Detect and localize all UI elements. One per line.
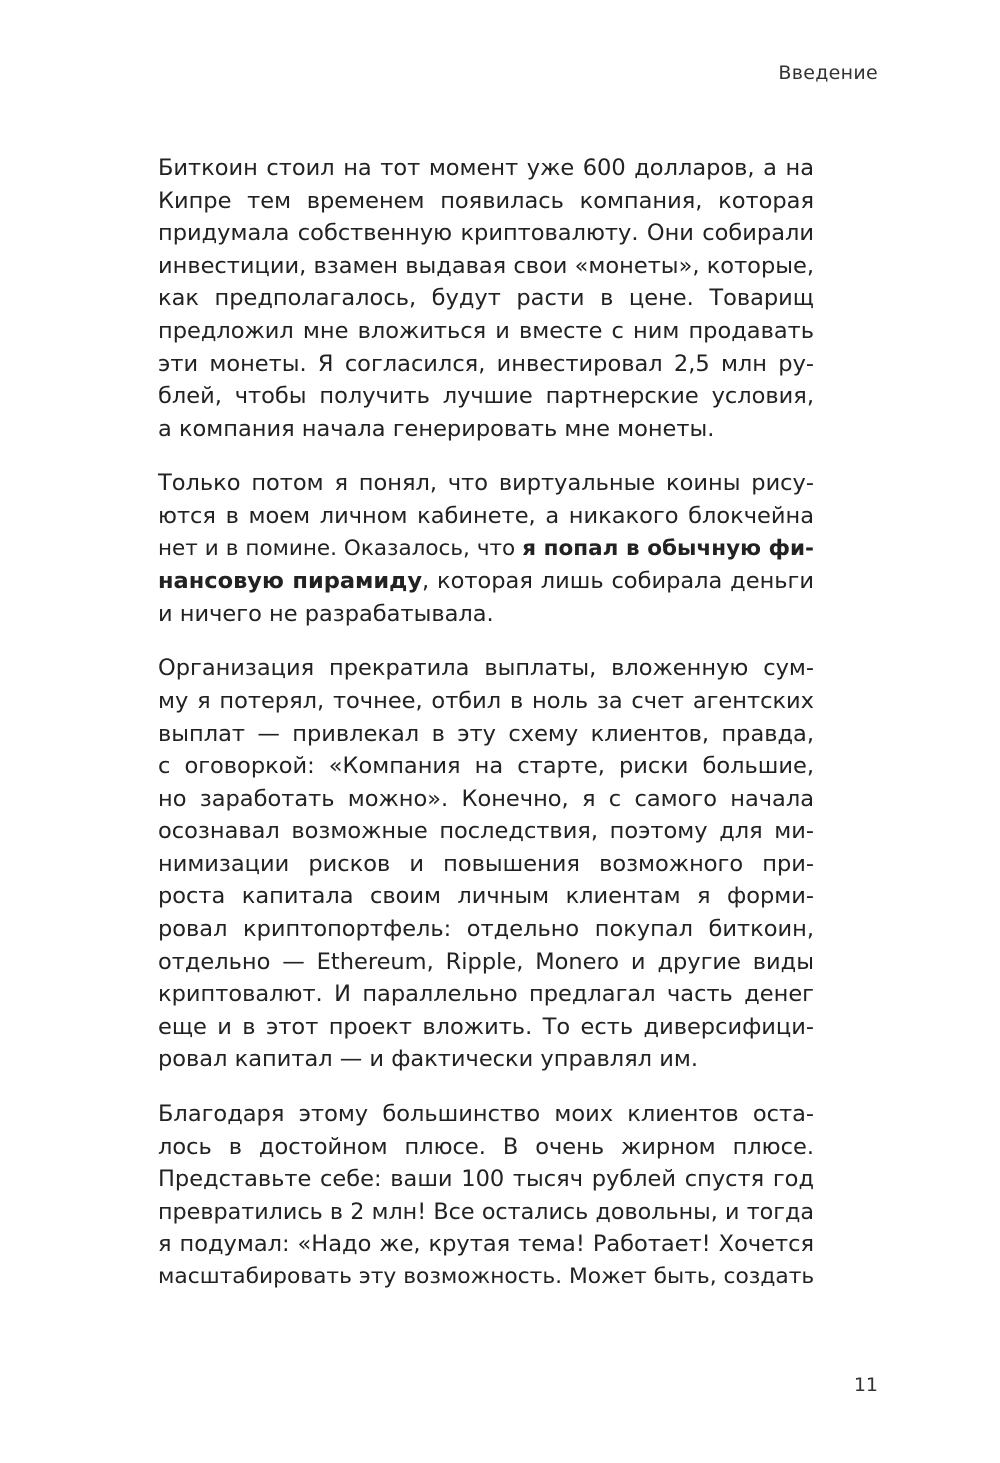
text-line: му я потерял, точнее, отбил в ноль за счет агентских [158,687,814,714]
text-line: блей, чтобы получить лучшие партнерские условия, [158,383,814,410]
text-line: предложил мне вложиться и вместе с ним продавать [158,317,814,344]
text-line: Только потом я понял, что виртуальные коины рису- [158,470,814,497]
text-line: ровал криптопортфель: отдельно покупал биткоин, [158,916,814,943]
text-line: масштабировать эту возможность. Может быть, создать [158,1264,815,1289]
text-line: еще и в этот проект вложить. То есть диверсифици- [158,1013,814,1040]
text-line: но заработать можно». Конечно, я с самого начала [158,785,814,812]
bold-emphasis: я попал в обычную фи- [522,535,814,561]
text-line: Кипре тем временем появилась компания, которая [158,187,814,214]
body-text [158,152,814,1316]
page-number: 11 [853,1374,878,1396]
text-line: Представьте себе: ваши 100 тысяч рублей спустя год [158,1166,814,1193]
text-line: я подумал: «Надо же, крутая тема! Работает! Хочется [158,1231,814,1258]
text-line: роста капитала своим личным клиентам я форми- [158,883,814,910]
text-line: как предполагалось, будут расти в цене. Товарищ [158,285,814,312]
text-line: отдельно — Ethereum, Ripple, Monero и другие виды [158,948,814,975]
text-line [158,565,814,598]
text-line: и ничего не разрабатывала. [158,600,494,627]
text-line: нимизации рисков и повышения возможного при- [158,850,814,877]
bold-emphasis: нансовую пирамиду [158,568,422,595]
paragraph-2 [158,467,814,630]
paragraph-4 [158,1098,814,1294]
text-line: а компания начала генерировать мне монеты. [158,415,715,442]
text-line: Организация прекратила выплаты, вложенную сум- [158,655,814,682]
text-line: инвестиции, взамен выдавая свои «монеты», которые, [158,252,814,279]
running-header: Введение [778,62,878,84]
text-line: с оговоркой: «Компания на старте, риски большие, [158,753,814,780]
text-line: осознавал возможные последствия, поэтому для ми- [158,818,814,845]
text-line: криптовалют. И параллельно предлагал часть денег [158,981,814,1008]
paragraph-3 [158,652,814,1076]
text-line: ровал капитал — и фактически управлял им. [158,1046,698,1073]
text-line: выплат — привлекал в эту схему клиентов, правда, [158,720,814,747]
text-line: эти монеты. Я согласился, инвестировал 2,5 млн ру- [158,350,814,377]
text-line: лось в достойном плюсе. В очень жирном плюсе. [158,1133,814,1160]
text-line [158,533,814,566]
text-line: ются в моем личном кабинете, а никакого блокчейна [158,502,814,529]
text-run: нет и в помине. Оказалось, что [158,535,523,561]
text-line: Благодаря этому большинство моих клиентов оста- [158,1101,814,1128]
text-line: придумала собственную криптовалюту. Они собирали [158,220,814,247]
text-line: Биткоин стоил на тот момент уже 600 долларов, а на [158,155,814,181]
text-line: превратились в 2 млн! Все остались довольны, и тогда [158,1198,814,1225]
paragraph-1 [158,152,814,445]
text-run: , которая лишь собирала деньги [422,568,814,595]
